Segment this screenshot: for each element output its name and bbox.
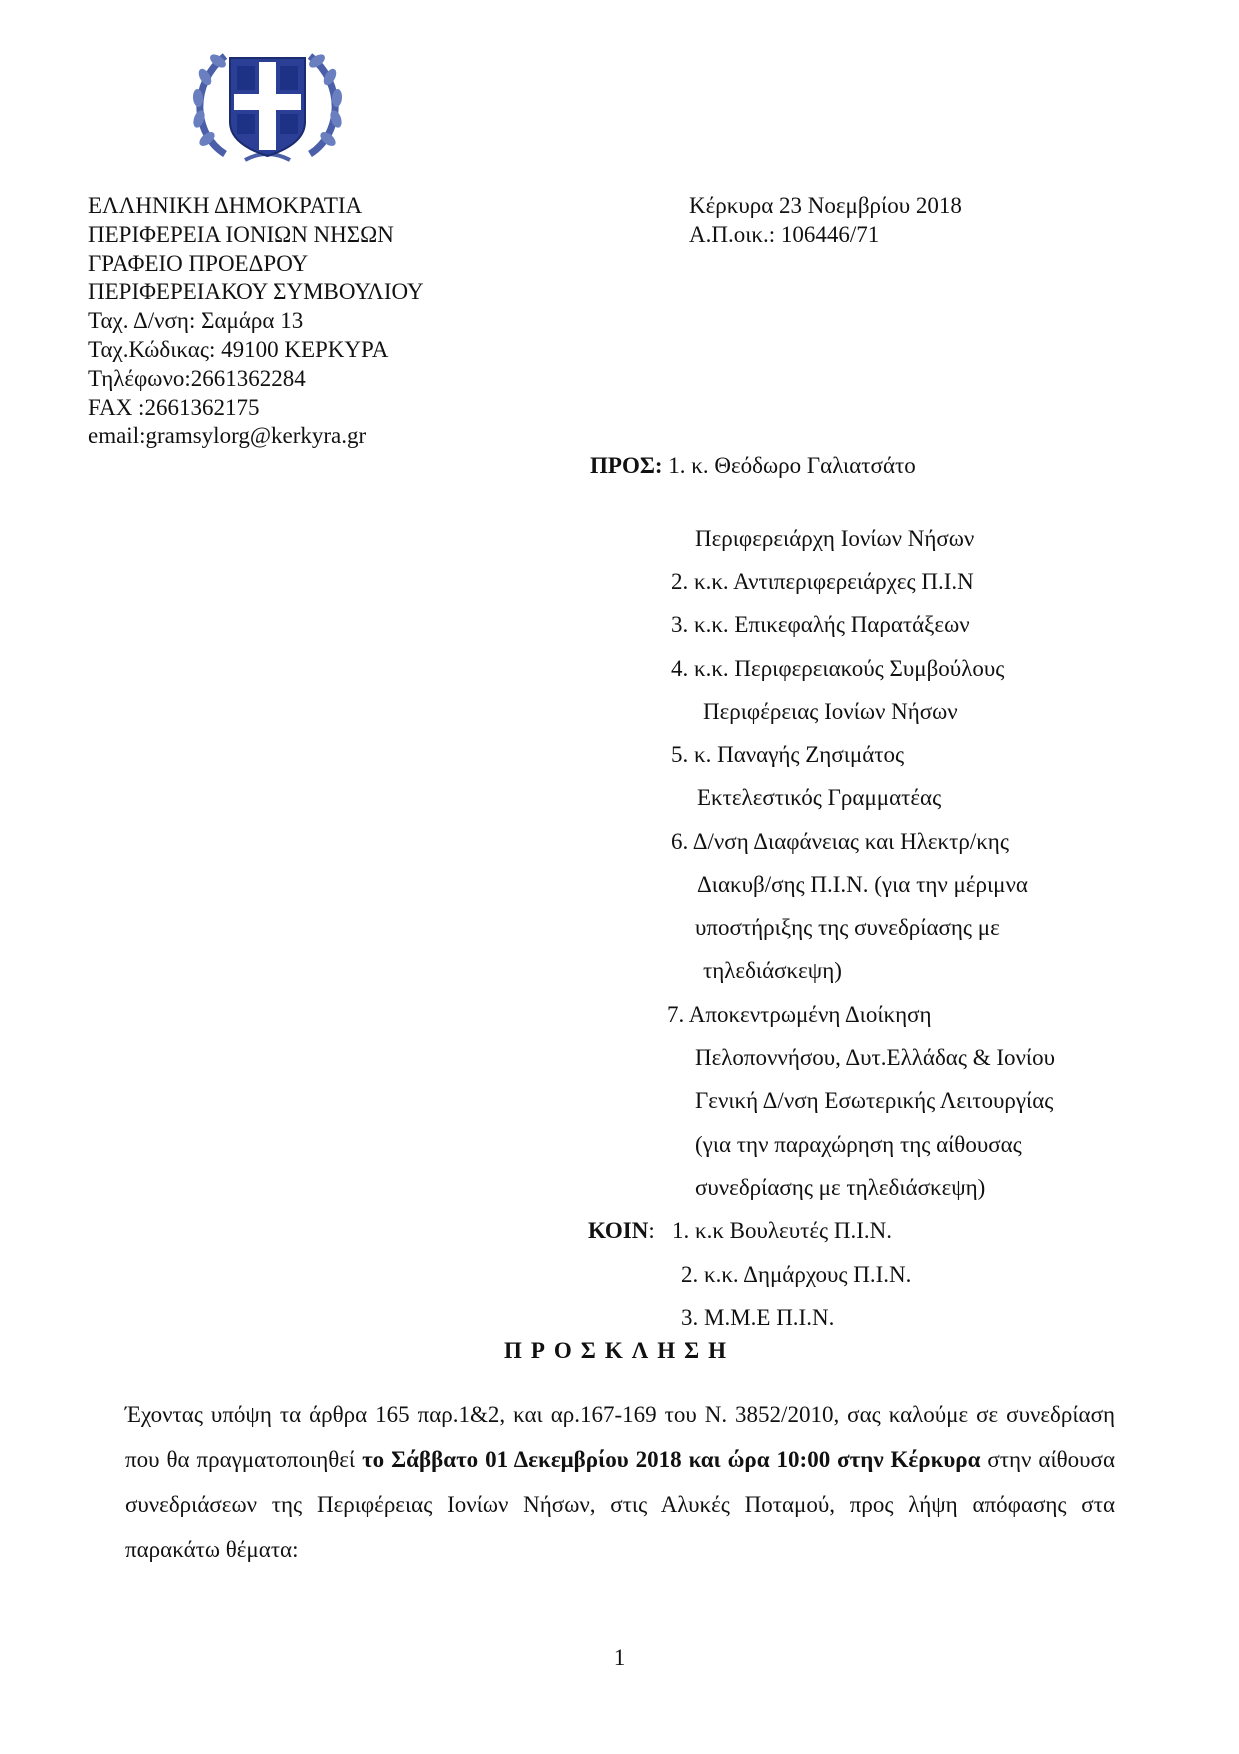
recipient-line: 4. κ.κ. Περιφερειακούς Συμβούλους	[671, 656, 1005, 681]
document-title: ΠΡΟΣΚΛΗΣΗ	[503, 1338, 736, 1363]
recipient-line: Διακυβ/σης Π.Ι.Ν. (για την μέριμνα	[697, 872, 1028, 897]
document-date: Κέρκυρα 23 Νοεμβρίου 2018	[689, 193, 962, 218]
sender-line: ΕΛΛΗΝΙΚΗ ΔΗΜΟΚΡΑΤΙΑ	[88, 193, 363, 218]
sender-phone: Τηλέφωνο:2661362284	[88, 365, 306, 391]
recipient-line: Περιφέρειας Ιονίων Νήσων	[703, 699, 958, 724]
recipient-line: Περιφερειάρχη Ιονίων Νήσων	[695, 526, 975, 551]
to-label: ΠΡΟΣ:	[590, 453, 663, 478]
sender-email: email:gramsylorg@kerkyra.gr	[88, 423, 367, 449]
recipient-line: υποστήριξης της συνεδρίασης με	[695, 915, 1000, 940]
recipient-line: 7. Αποκεντρωμένη Διοίκηση	[667, 1002, 932, 1027]
date-protocol-block	[689, 192, 962, 250]
page-number: 1	[613, 1645, 626, 1670]
body-text-part: στην αίθουσα συνεδριάσεων της Περιφέρειας Ιονίων Νήσων, στις Αλυκές Ποταμού, προς λήψη απόφασης στα παρακάτω θέματα:	[125, 1447, 1116, 1562]
sender-address: Ταχ. Δ/νση: Σαμάρα 13	[88, 308, 304, 334]
cc-recipient-1: 1. κ.κ Βουλευτές Π.Ι.Ν.	[672, 1218, 892, 1243]
recipient-line: 5. κ. Παναγής Ζησιμάτος	[671, 742, 905, 767]
recipient-line: 3. κ.κ. Επικεφαλής Παρατάξεων	[671, 612, 970, 637]
meeting-date-time: το Σάββατο 01 Δεκεμβρίου 2018 και ώρα 10:00 στην Κέρκυρα	[362, 1447, 981, 1472]
recipient-line: (για την παραχώρηση της αίθουσας	[695, 1132, 1022, 1157]
recipient-line: Γενική Δ/νση Εσωτερικής Λειτουργίας	[695, 1088, 1054, 1113]
protocol-number: Α.Π.οικ.: 106446/71	[689, 221, 880, 247]
body-text-part: Έχοντας υπόψη τα άρθρα 165 παρ.1&2, και αρ.167-169 του Ν. 3852/2010, σας καλούμε σε συνεδρίαση που θα πραγματοποιηθεί	[125, 1402, 1115, 1472]
cc-label: ΚΟΙΝ	[588, 1218, 649, 1243]
greek-coat-of-arms-icon	[185, 44, 350, 168]
sender-line: ΠΕΡΙΦΕΡΕΙΑΚΟΥ ΣΥΜΒΟΥΛΙΟΥ	[88, 279, 424, 305]
recipient-line: 2. κ.κ. Αντιπεριφερειάρχες Π.Ι.Ν	[671, 569, 974, 594]
recipient-1: 1. κ. Θεόδωρο Γαλιατσάτο	[668, 453, 916, 478]
cc-recipient-line: 2. κ.κ. Δημάρχους Π.Ι.Ν.	[681, 1262, 912, 1287]
sender-postcode: Ταχ.Κώδικας: 49100 ΚΕΡΚΥΡΑ	[88, 336, 389, 362]
recipient-line: Εκτελεστικός Γραμματέας	[697, 785, 942, 810]
recipient-line: Πελοποννήσου, Δυτ.Ελλάδας & Ιονίου	[695, 1045, 1055, 1070]
sender-line: ΠΕΡΙΦΕΡΕΙΑ ΙΟΝΙΩΝ ΝΗΣΩΝ	[88, 221, 394, 247]
recipient-line: συνεδρίασης με τηλεδιάσκεψη)	[695, 1175, 986, 1200]
recipient-line: 6. Δ/νση Διαφάνειας και Ηλεκτρ/κης	[671, 829, 1009, 854]
sender-line: ΓΡΑΦΕΙΟ ΠΡΟΕΔΡΟΥ	[88, 250, 309, 276]
to-first-line	[590, 451, 916, 480]
sender-address-block	[88, 192, 424, 451]
recipient-line: τηλεδιάσκεψη)	[703, 958, 842, 983]
cc-recipient-line: 3. Μ.Μ.Ε Π.Ι.Ν.	[681, 1305, 835, 1330]
sender-fax: FAX :2661362175	[88, 394, 260, 420]
body-paragraph	[125, 1392, 1115, 1572]
cc-colon: :	[648, 1218, 655, 1243]
cc-first-line	[588, 1216, 892, 1245]
